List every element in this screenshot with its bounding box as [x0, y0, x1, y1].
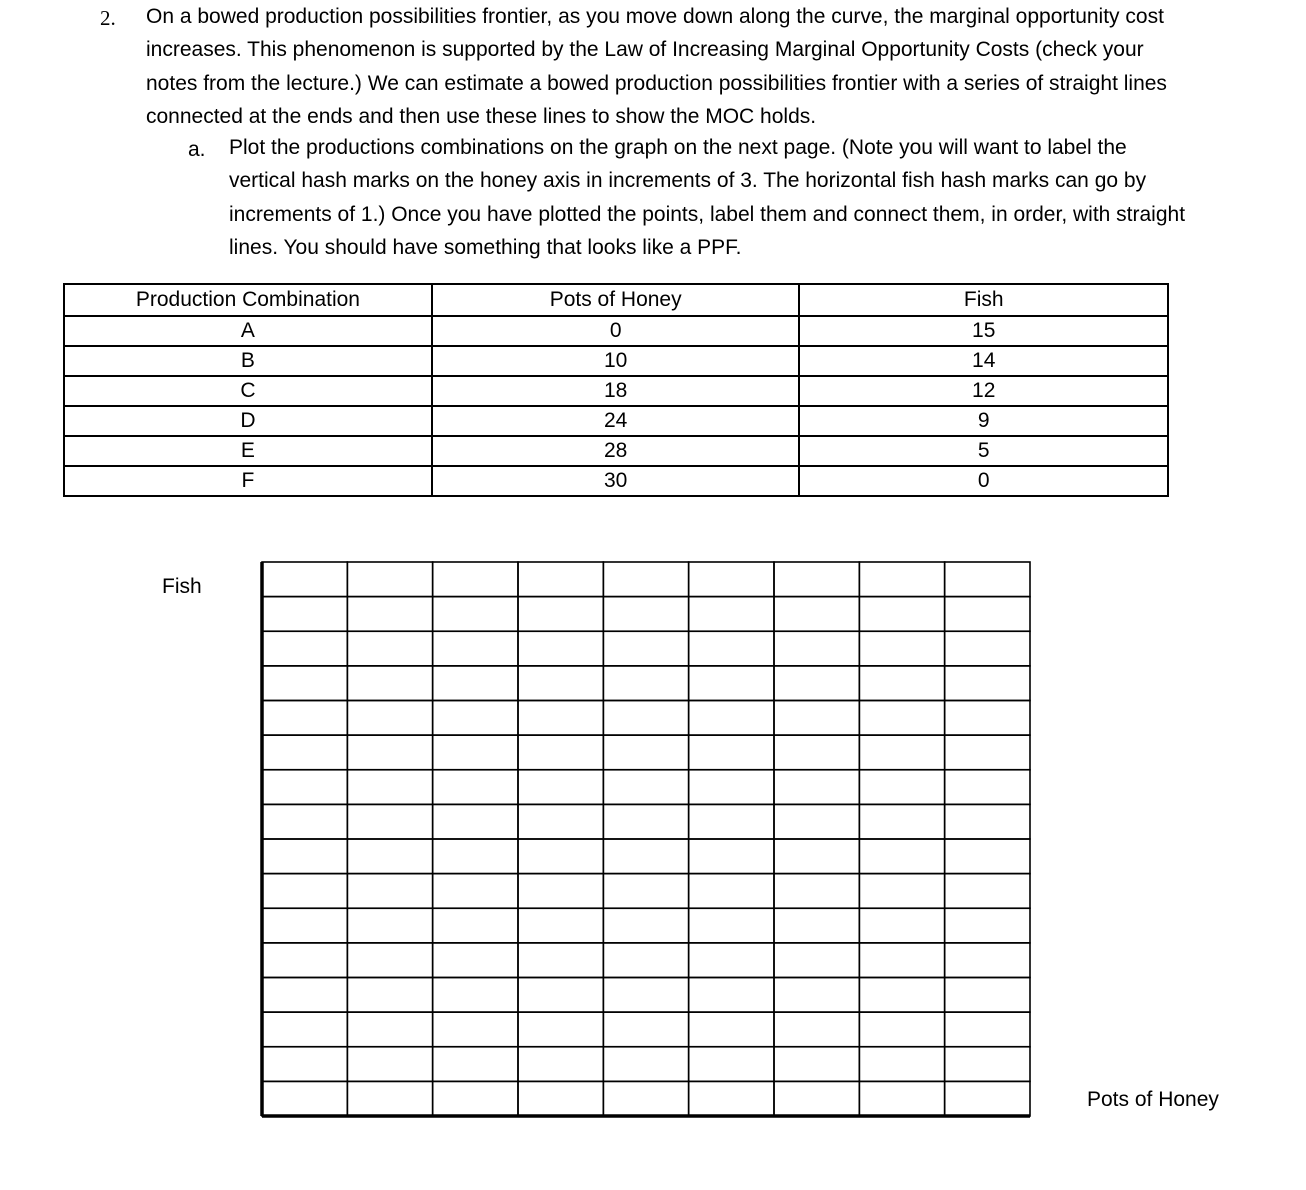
grid-cell	[518, 562, 603, 597]
grid-cell	[603, 804, 688, 839]
grid-cell	[859, 943, 944, 978]
grid-cell	[433, 978, 518, 1013]
grid-cell	[774, 978, 859, 1013]
grid-cell	[689, 631, 774, 666]
cell-combination: B	[64, 346, 432, 376]
grid-cell	[945, 874, 1030, 909]
cell-fish: 9	[799, 406, 1168, 436]
header-fish: Fish	[799, 284, 1168, 316]
grid-cell	[262, 597, 347, 632]
grid-cell	[433, 562, 518, 597]
grid-cell	[518, 908, 603, 943]
grid-cell	[518, 978, 603, 1013]
grid-cell	[689, 1081, 774, 1116]
grid-cell	[603, 631, 688, 666]
cell-combination: C	[64, 376, 432, 406]
grid-cell	[689, 562, 774, 597]
grid-cell	[433, 908, 518, 943]
grid-cell	[945, 1012, 1030, 1047]
x-axis-label: Pots of Honey	[1087, 1088, 1219, 1111]
cell-honey: 28	[432, 436, 800, 466]
grid-cell	[859, 597, 944, 632]
grid-cell	[433, 597, 518, 632]
table-row	[64, 346, 1168, 376]
grid-cell	[945, 839, 1030, 874]
grid-cell	[433, 1081, 518, 1116]
grid-cell	[603, 874, 688, 909]
grid-cell	[774, 701, 859, 736]
grid-cell	[518, 1012, 603, 1047]
grid-cell	[518, 1081, 603, 1116]
grid-cell	[774, 597, 859, 632]
subquestion-line: vertical hash marks on the honey axis in increments of 3. The horizontal fish hash marks can go by	[229, 169, 1147, 193]
grid-cell	[433, 839, 518, 874]
grid-cell	[859, 1081, 944, 1116]
grid-cell	[518, 666, 603, 701]
grid-cell	[603, 1047, 688, 1082]
cell-fish: 0	[799, 466, 1168, 496]
grid-cell	[433, 666, 518, 701]
subquestion-line: lines. You should have something that looks like a PPF.	[229, 235, 742, 259]
grid-cell	[945, 562, 1030, 597]
header-pots-of-honey: Pots of Honey	[432, 284, 800, 316]
grid-cell	[347, 978, 432, 1013]
grid-cell	[774, 804, 859, 839]
grid-cell	[262, 1081, 347, 1116]
grid-cell	[859, 770, 944, 805]
cell-combination: E	[64, 436, 432, 466]
grid-cell	[603, 978, 688, 1013]
cell-combination: F	[64, 466, 432, 496]
grid-cell	[859, 562, 944, 597]
grid-cell	[262, 943, 347, 978]
grid-cell	[945, 770, 1030, 805]
question-line: connected at the ends and then use these lines to show the MOC holds.	[146, 104, 817, 128]
grid-cell	[945, 735, 1030, 770]
grid-cell	[689, 943, 774, 978]
grid-cell	[859, 735, 944, 770]
question-line: increases. This phenomenon is supported by the Law of Increasing Marginal Opportunity Costs (check your	[146, 38, 1144, 62]
grid-cell	[945, 1081, 1030, 1116]
grid-cell	[689, 735, 774, 770]
grid-cell	[689, 701, 774, 736]
grid-cell	[689, 597, 774, 632]
table-row	[64, 316, 1168, 346]
grid-cell	[859, 666, 944, 701]
grid-cell	[518, 597, 603, 632]
grid-cell	[689, 839, 774, 874]
grid-cell	[518, 770, 603, 805]
grid-cell	[603, 735, 688, 770]
grid-cell	[689, 666, 774, 701]
cell-honey: 30	[432, 466, 800, 496]
grid-cell	[433, 943, 518, 978]
grid-cell	[689, 804, 774, 839]
grid-cell	[774, 908, 859, 943]
grid-cell	[347, 770, 432, 805]
grid-cell	[603, 666, 688, 701]
grid-cell	[262, 839, 347, 874]
grid-cell	[262, 701, 347, 736]
grid-cell	[603, 562, 688, 597]
grid-cell	[945, 943, 1030, 978]
grid-cell	[518, 631, 603, 666]
grid-cell	[347, 874, 432, 909]
cell-combination: A	[64, 316, 432, 346]
grid-cell	[347, 1081, 432, 1116]
grid-cell	[347, 562, 432, 597]
grid-cell	[689, 874, 774, 909]
grid-cell	[603, 943, 688, 978]
table-header-row	[64, 284, 1168, 316]
grid-cell	[262, 631, 347, 666]
cell-honey: 10	[432, 346, 800, 376]
grid-cell	[518, 943, 603, 978]
grid-cell	[774, 1081, 859, 1116]
cell-honey: 0	[432, 316, 800, 346]
grid-cell	[603, 908, 688, 943]
grid-cell	[262, 804, 347, 839]
grid-cell	[859, 1047, 944, 1082]
grid-cell	[859, 631, 944, 666]
subquestion-letter: a.	[188, 138, 206, 161]
table-row	[64, 406, 1168, 436]
grid-cell	[262, 735, 347, 770]
grid-cell	[774, 735, 859, 770]
grid-cell	[347, 804, 432, 839]
grid-cell	[518, 735, 603, 770]
grid-cell	[859, 701, 944, 736]
grid-cell	[774, 874, 859, 909]
cell-fish: 14	[799, 346, 1168, 376]
table-row	[64, 466, 1168, 496]
grid-cell	[689, 908, 774, 943]
grid-cell	[433, 770, 518, 805]
grid-cell	[603, 839, 688, 874]
grid-cell	[262, 908, 347, 943]
grid-cell	[945, 597, 1030, 632]
grid-cell	[347, 1047, 432, 1082]
question-number: 2.	[100, 6, 116, 30]
grid-cell	[603, 597, 688, 632]
question-text	[146, 0, 1306, 133]
grid-cell	[945, 701, 1030, 736]
grid-cell	[689, 1012, 774, 1047]
grid-cell	[262, 978, 347, 1013]
grid-cell	[774, 666, 859, 701]
cell-fish: 5	[799, 436, 1168, 466]
grid-cell	[347, 943, 432, 978]
grid-cell	[859, 978, 944, 1013]
grid-cell	[433, 735, 518, 770]
grid-cell	[518, 1047, 603, 1082]
grid-cell	[603, 770, 688, 805]
grid-cell	[433, 804, 518, 839]
question-line: On a bowed production possibilities frontier, as you move down along the curve, the marginal opportunity cost	[146, 5, 1164, 28]
grid-cell	[774, 631, 859, 666]
grid-cell	[262, 874, 347, 909]
cell-combination: D	[64, 406, 432, 436]
question-line: notes from the lecture.) We can estimate a bowed production possibilities frontier with a series of straight lines	[146, 71, 1167, 95]
grid-cell	[689, 1047, 774, 1082]
grid-cell	[347, 908, 432, 943]
grid-cell	[689, 770, 774, 805]
grid-cell	[347, 1012, 432, 1047]
grid-cell	[859, 874, 944, 909]
grid-cell	[945, 1047, 1030, 1082]
grid-cell	[433, 874, 518, 909]
grid-cell	[347, 701, 432, 736]
grid-cell	[262, 562, 347, 597]
grid-cell	[945, 978, 1030, 1013]
cell-honey: 24	[432, 406, 800, 436]
subquestion-text	[229, 131, 1306, 264]
grid-cell	[859, 908, 944, 943]
grid-cell	[945, 908, 1030, 943]
cell-fish: 12	[799, 376, 1168, 406]
subquestion-line: Plot the productions combinations on the graph on the next page. (Note you will want to label the	[229, 136, 1127, 159]
grid-cell	[518, 874, 603, 909]
cell-fish: 15	[799, 316, 1168, 346]
grid-cell	[859, 804, 944, 839]
grid-cell	[518, 804, 603, 839]
grid-cell	[262, 666, 347, 701]
grid-cell	[945, 666, 1030, 701]
grid-cell	[945, 631, 1030, 666]
grid-cell	[859, 1012, 944, 1047]
grid-cell	[603, 1081, 688, 1116]
grid-cell	[774, 1047, 859, 1082]
grid-cell	[518, 701, 603, 736]
grid-cell	[945, 804, 1030, 839]
table-row	[64, 436, 1168, 466]
header-production-combination: Production Combination	[64, 284, 432, 316]
grid-cell	[433, 631, 518, 666]
grid-cell	[774, 839, 859, 874]
grid-cell	[347, 666, 432, 701]
grid-cell	[689, 978, 774, 1013]
grid-cell	[262, 1012, 347, 1047]
grid-cell	[433, 1047, 518, 1082]
table-row	[64, 376, 1168, 406]
grid-cell	[433, 1012, 518, 1047]
production-combination-table	[63, 283, 1169, 497]
grid-cell	[603, 701, 688, 736]
grid-cell	[262, 770, 347, 805]
grid-cell	[347, 735, 432, 770]
grid-cell	[433, 701, 518, 736]
grid-cell	[347, 839, 432, 874]
grid-cell	[774, 943, 859, 978]
graph-grid	[258, 558, 1036, 1122]
y-axis-label: Fish	[162, 575, 202, 598]
subquestion-line: increments of 1.) Once you have plotted the points, label them and connect them, in order, with straight	[229, 202, 1186, 226]
grid-cell	[603, 1012, 688, 1047]
grid-cell	[859, 839, 944, 874]
grid-cell	[262, 1047, 347, 1082]
grid-cell	[774, 770, 859, 805]
grid-cell	[347, 631, 432, 666]
grid-cell	[518, 839, 603, 874]
grid-cell	[774, 1012, 859, 1047]
cell-honey: 18	[432, 376, 800, 406]
grid-cell	[774, 562, 859, 597]
grid-cell	[347, 597, 432, 632]
